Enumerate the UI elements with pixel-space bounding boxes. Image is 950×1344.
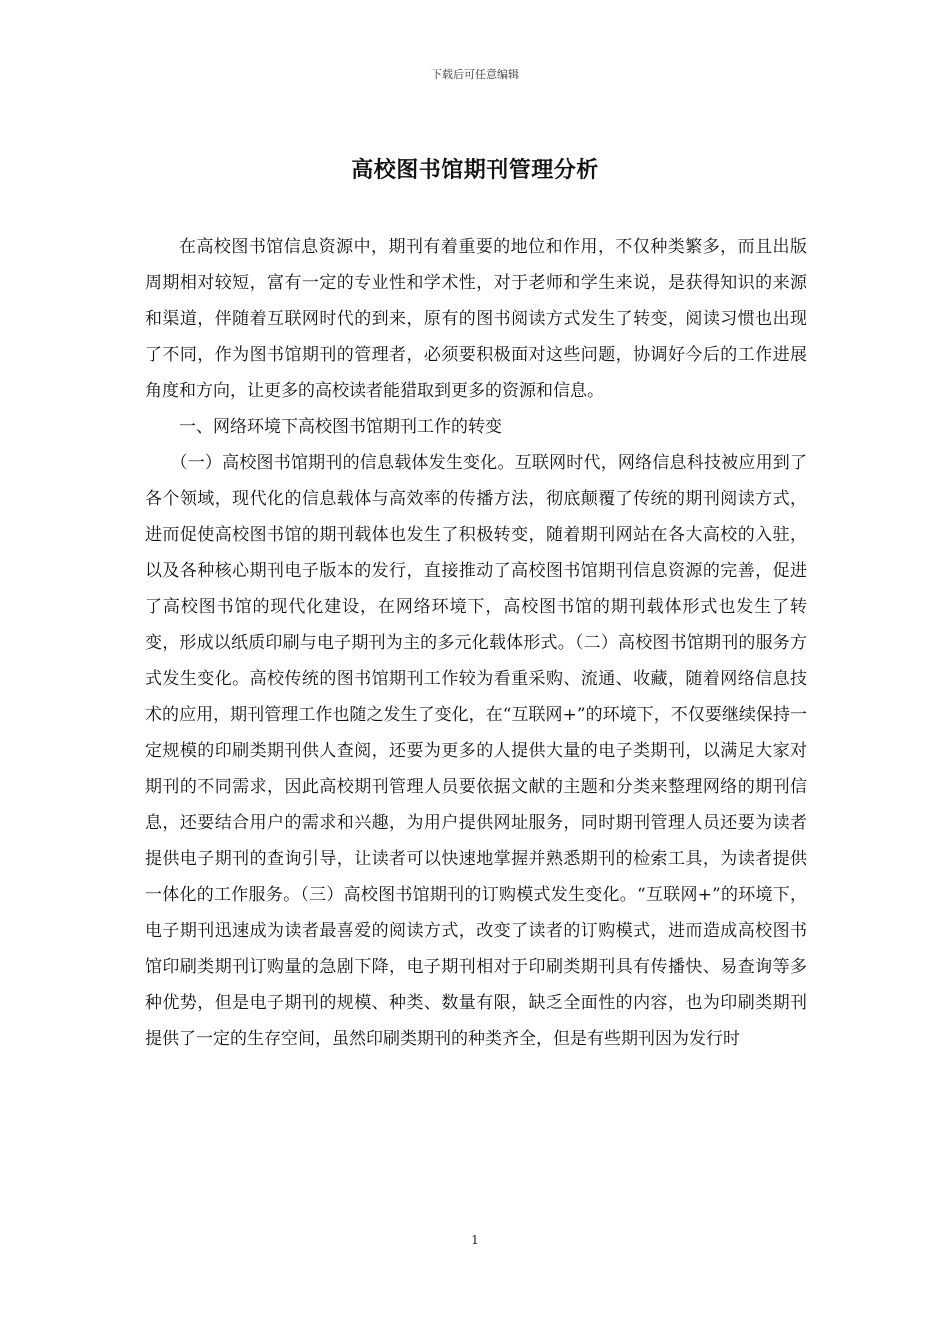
section-heading: 一、网络环境下高校图书馆期刊工作的转变 xyxy=(179,417,502,437)
page-header: 下载后可任意编辑 xyxy=(431,68,519,81)
body-paragraph: （一）高校图书馆期刊的信息载体发生变化。互联网时代，网络信息科技被应用到了各个领域，现代化的信息载体与高效率的传播方法，彻底颠覆了传统的期刊阅读方式，进而促使高校图书馆的期刊载体也发生了积极转变，随着期刊网站在各大高校的入驻，以及各种核心期刊电子版本的发行，直接推动了高校图书馆期刊信息资源的完善，促进了高校图书馆的现代化建设，在网络环境下，高校图书馆的期刊载体形式也发生了转变，形成以纸质印刷与电子期刊为主的多元化载体形式。（二）高校图书馆期刊的服务方式发生变化。高校传统的图书馆期刊工作较为看重采购、流通、收藏，随着网络信息技术的应用，期刊管理工作也随之发生了变化，在“互联网+”的环境下，不仅要继续保持一定规模的印刷类期刊供人查阅，还要为更多的人提供大量的电子类期刊，以满足大家对期刊的不同需求，因此高校期刊管理人员要依据文献的主题和分类来整理网络的期刊信息，还要结合用户的需求和兴趣，为用户提供网址服务，同时期刊管理人员还要为读者提供电子期刊的查询引导，让读者可以快速地掌握并熟悉期刊的检索工具，为读者提供一体化的工作服务。（三）高校图书馆期刊的订购模式发生变化。“互联网+”的环境下，电子期刊迅速成为读者最喜爱的阅读方式，改变了读者的订购模式，进而造成高校图书馆印刷类期刊订购量的急剧下降，电子期刊相对于印刷类期刊具有传播快、易查询等多种优势，但是电子期刊的规模、种类、数量有限，缺乏全面性的内容，也为印刷类期刊提供了一定的生存空间，虽然印刷类期刊的种类齐全，但是有些期刊因为发行时 xyxy=(145,453,807,1049)
document-body xyxy=(145,229,807,1057)
page-number: 1 xyxy=(471,1233,479,1247)
intro-paragraph: 在高校图书馆信息资源中，期刊有着重要的地位和作用，不仅种类繁多，而且出版周期相对较短，富有一定的专业性和学术性，对于老师和学生来说，是获得知识的来源和渠道，伴随着互联网时代的到来，原有的图书阅读方式发生了转变，阅读习惯也出现了不同，作为图书馆期刊的管理者，必须要积极面对这些问题，协调好今后的工作进展角度和方向，让更多的高校读者能猎取到更多的资源和信息。 xyxy=(145,237,807,401)
document-title: 高校图书馆期刊管理分析 xyxy=(351,157,599,183)
